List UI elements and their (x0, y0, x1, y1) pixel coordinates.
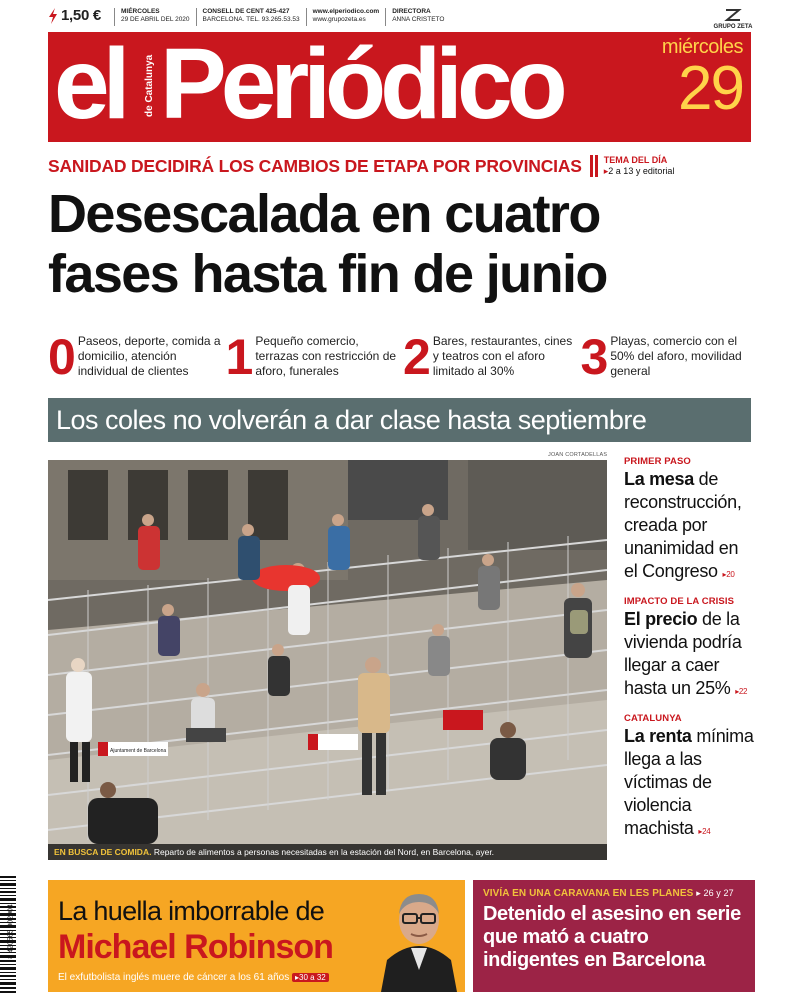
page-ref: ▸30 a 32 (292, 973, 329, 982)
triangle-right-icon: ▸ (603, 166, 609, 176)
main-headline[interactable] (48, 184, 758, 304)
page-ref: ▸20 (722, 570, 735, 579)
phase-number: 0 (48, 329, 74, 385)
phase-number: 3 (580, 329, 607, 385)
photo-caption (48, 844, 607, 860)
triangle-right-icon: ▸ (698, 827, 703, 836)
barcode-number: 8 420565 002004 (7, 904, 15, 959)
publisher-name: GRUPO ZETA (713, 24, 753, 30)
tema-pages: 2 a 13 y editorial (608, 166, 675, 176)
phase-number: 2 (403, 329, 429, 385)
masthead-date (661, 36, 743, 123)
logo-main: Periódico (160, 32, 562, 140)
phase-item (225, 329, 404, 388)
phases-list (48, 329, 758, 388)
brief-bold: La renta (624, 726, 692, 746)
info-director-label: DIRECTORA (392, 8, 431, 15)
logo-subtitle: de Catalunya (144, 54, 155, 118)
grupo-zeta-icon (724, 8, 742, 22)
phase-item (580, 329, 759, 388)
lightning-icon (48, 8, 58, 24)
page-ref: ▸ 26 y 27 (696, 888, 734, 898)
kicker-bars (590, 155, 598, 177)
brief-item[interactable] (624, 456, 754, 586)
phase-text: Pequeño comercio, terrazas con restricción de aforo, funerales (255, 334, 397, 378)
date-day-number: 29 (678, 54, 743, 123)
brief-item[interactable] (624, 596, 754, 703)
tema-del-dia (604, 155, 675, 177)
info-address-phone: BARCELONA. TEL. 93.265.53.53 (202, 16, 300, 23)
info-address (196, 8, 306, 26)
logo-el: el (54, 32, 124, 140)
info-date-full: 29 DE ABRIL DEL 2020 (121, 16, 190, 23)
brief-tag: PRIMER PASO (624, 456, 691, 467)
phase-text: Paseos, deporte, comida a domicilio, atención individual de clientes (77, 334, 221, 378)
brief-bold: La mesa (624, 469, 694, 489)
brief-body: de reconstrucción, creada por unanimidad en el Congreso (624, 469, 742, 581)
triangle-right-icon: ▸ (735, 687, 739, 696)
phase-item (48, 329, 226, 388)
page-ref: ▸22 (735, 687, 748, 696)
portrait-photo (373, 880, 465, 992)
headline-line-2: fases hasta fin de junio (48, 244, 607, 304)
price-block (48, 8, 114, 24)
promo-left-line3 (58, 972, 329, 983)
promo-left-line1: La huella imborrable de (58, 896, 325, 926)
info-web (306, 8, 386, 26)
phase-item (403, 329, 581, 388)
brief-item[interactable] (624, 713, 754, 843)
brief-body: de la vivienda podría llegar a caer hasta un 25% (624, 609, 742, 698)
photo-illustration (48, 460, 607, 860)
kicker-row (48, 152, 751, 180)
promo-left-subtitle: El exfutbolista inglés muere de cáncer a los 61 años (58, 972, 290, 983)
info-web-link-1[interactable]: www.elperiodico.com (312, 8, 380, 15)
secondary-headline-band[interactable]: Los coles no volverán a dar clase hasta septiembre (48, 398, 751, 442)
phase-number: 1 (225, 329, 252, 385)
info-web-link-2[interactable]: www.grupozeta.es (312, 16, 366, 23)
top-info-strip (48, 8, 758, 30)
phase-text: Bares, restaurantes, cines y teatros con el aforo limitado al 30% (432, 334, 573, 378)
promo-left-line2: Michael Robinson (58, 928, 333, 966)
promo-right-tag (483, 888, 745, 899)
triangle-right-icon: ▸ (295, 973, 300, 982)
promo-right-tag-text: VIVÍA EN UNA CARAVANA EN LES PLANES (483, 888, 694, 899)
caption-label: EN BUSCA DE COMIDA. (54, 847, 152, 857)
headline-line-1: Desescalada en cuatro (48, 184, 600, 244)
brief-text (624, 608, 754, 703)
promo-right-headline: Detenido el asesino en serie que mató a cuatro indigentes en Barcelona (483, 903, 741, 971)
brief-bold: El precio (624, 609, 698, 629)
info-date (114, 8, 196, 26)
brief-text (624, 725, 754, 843)
sidebar-briefs (624, 456, 754, 853)
tema-label: TEMA DEL DÍA (603, 155, 668, 165)
brief-tag: IMPACTO DE LA CRISIS (624, 596, 735, 607)
fence-sign-text: Ajuntament de Barcelona (110, 748, 167, 754)
caption-text: Reparto de alimentos a personas necesitadas en la estación del Nord, en Barcelona, ayer. (153, 847, 495, 857)
promo-asesino[interactable] (473, 880, 755, 992)
triangle-right-icon: ▸ (722, 570, 727, 579)
publisher-logo (708, 8, 758, 31)
date-day-name: miércoles (661, 36, 743, 58)
info-director (385, 8, 450, 26)
brief-body: mínima llega a las víctimas de violencia machista (624, 726, 754, 838)
price: 1,50 € (61, 7, 101, 24)
promo-michael-robinson[interactable] (48, 880, 465, 992)
masthead (48, 32, 751, 142)
main-photo[interactable] (48, 460, 607, 860)
info-address-street: CONSELL DE CENT 425-427 (202, 8, 290, 15)
page-ref: ▸24 (698, 827, 711, 836)
brief-tag: CATALUNYA (624, 713, 682, 724)
info-director-name: ANNA CRISTETO (392, 16, 445, 23)
photo-credit: JOAN CORTADELLAS (548, 452, 608, 458)
info-date-day: MIÉRCOLES (121, 8, 160, 15)
kicker-text: SANIDAD DECIDIRÁ LOS CAMBIOS DE ETAPA POR PROVINCIAS (48, 155, 582, 176)
brief-text (624, 468, 754, 586)
phase-text: Playas, comercio con el 50% del aforo, movilidad general (610, 334, 742, 378)
triangle-right-icon: ▸ (696, 888, 701, 898)
